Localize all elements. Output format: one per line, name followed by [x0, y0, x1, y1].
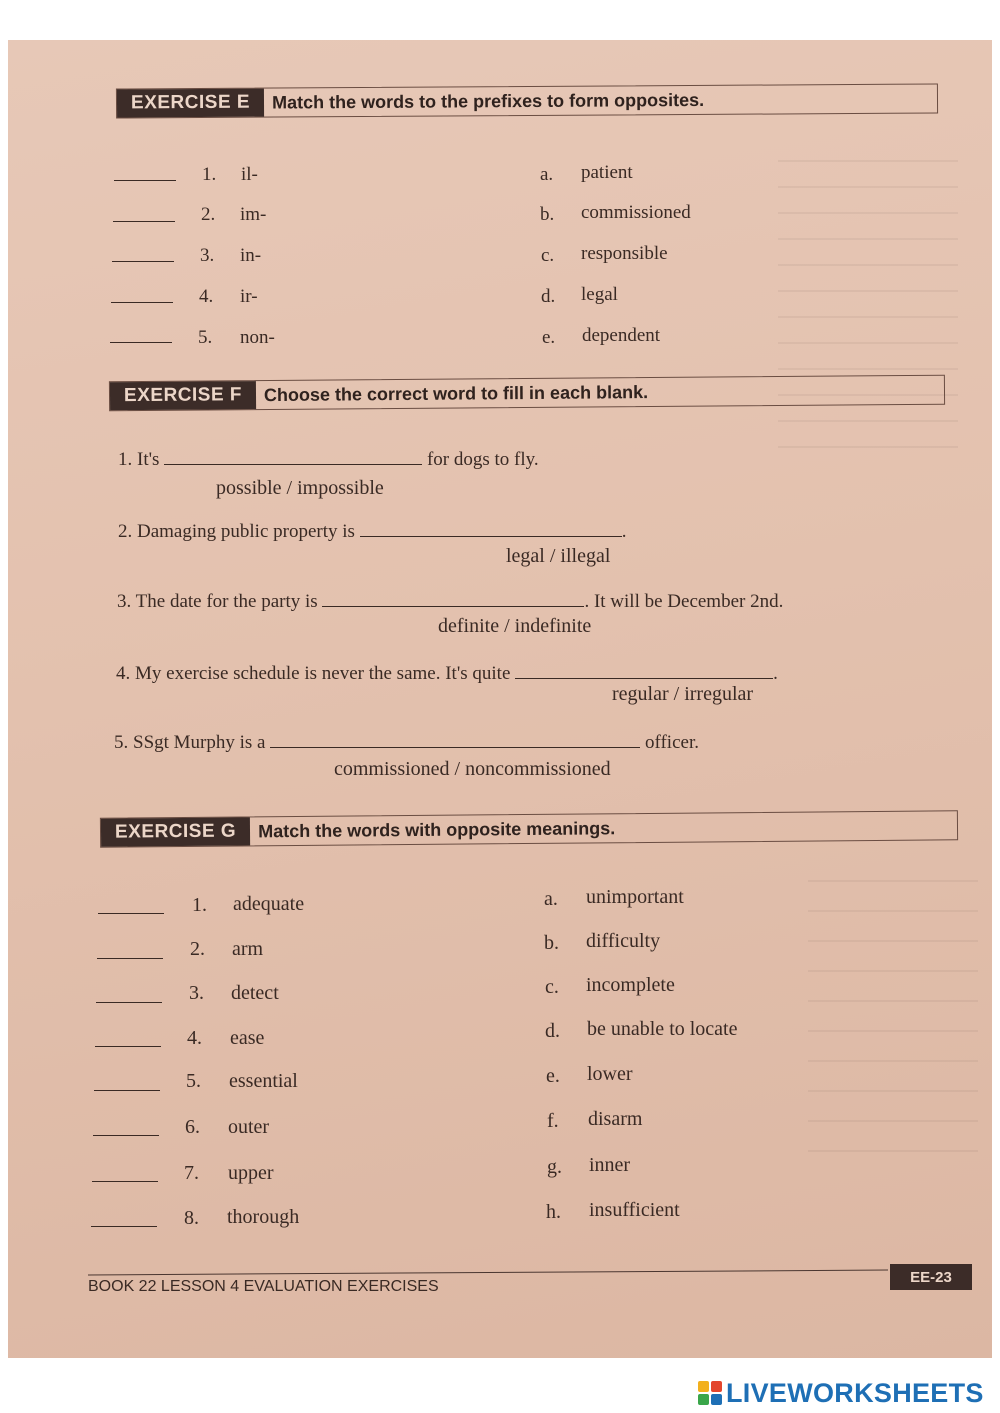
- footer-rule: [88, 1270, 888, 1276]
- item-word: im-: [240, 204, 267, 225]
- sentence-before: SSgt Murphy is a: [133, 732, 266, 753]
- item-number: 3.: [200, 245, 215, 266]
- item-number: 5.: [186, 1070, 201, 1092]
- word-choices: legal / illegal: [506, 545, 611, 567]
- option-word: dependent: [582, 325, 661, 346]
- option-letter: a.: [544, 888, 558, 910]
- option-word: difficulty: [586, 930, 661, 952]
- option-letter: e.: [546, 1065, 560, 1087]
- option-word: be unable to locate: [587, 1018, 738, 1040]
- sentence: [118, 521, 626, 543]
- item-number: 2.: [201, 204, 216, 225]
- item-word: thorough: [227, 1206, 300, 1228]
- page-number-tag: EE-23: [890, 1264, 972, 1290]
- item-number: 1.: [192, 894, 207, 916]
- footer-text: BOOK 22 LESSON 4 EVALUATION EXERCISES: [88, 1278, 439, 1295]
- worksheet-photo: [8, 40, 992, 1358]
- item-word: arm: [232, 938, 264, 960]
- option-letter: c.: [545, 976, 559, 998]
- logo-wordmark: LIVEWORKSHEETS: [726, 1377, 984, 1408]
- sentence-after: . It will be December 2nd.: [584, 591, 784, 612]
- option-word: incomplete: [586, 974, 675, 996]
- sentence-before: Damaging public property is: [137, 521, 355, 542]
- answer-blank[interactable]: [98, 913, 164, 914]
- sentence-after: .: [773, 663, 778, 684]
- option-letter: f.: [547, 1110, 559, 1132]
- option-word: responsible: [581, 243, 668, 264]
- option-letter: b.: [544, 932, 559, 954]
- sentence-after: .: [621, 521, 627, 542]
- fill-blank[interactable]: [515, 678, 773, 679]
- option-word: commissioned: [581, 202, 691, 223]
- option-word: legal: [581, 284, 618, 305]
- item-word: outer: [228, 1116, 270, 1138]
- answer-blank[interactable]: [92, 1181, 158, 1182]
- option-word: unimportant: [586, 886, 684, 908]
- item-word: essential: [229, 1070, 298, 1092]
- item-number: 5.: [114, 732, 129, 753]
- answer-blank[interactable]: [96, 1002, 162, 1003]
- item-word: detect: [231, 982, 279, 1004]
- option-letter: d.: [541, 286, 556, 307]
- item-word: il-: [241, 164, 258, 185]
- option-letter: e.: [542, 327, 556, 348]
- item-number: 4.: [116, 663, 131, 684]
- fill-blank[interactable]: [164, 464, 422, 465]
- sentence-before: The date for the party is: [135, 591, 318, 612]
- option-letter: d.: [545, 1020, 560, 1042]
- exercise-e-instruction: Match the words to the prefixes to form opposites.: [271, 89, 705, 113]
- item-word: adequate: [233, 893, 305, 915]
- item-number: 8.: [184, 1207, 199, 1229]
- answer-blank[interactable]: [110, 342, 172, 343]
- answer-blank[interactable]: [97, 958, 163, 959]
- sentence: [118, 449, 539, 471]
- fill-blank[interactable]: [322, 606, 584, 607]
- option-letter: g.: [547, 1156, 562, 1178]
- exercise-g-tag: EXERCISE G: [101, 817, 250, 846]
- sentence: [117, 591, 783, 613]
- item-number: 3.: [117, 591, 132, 612]
- exercise-f-tag: EXERCISE F: [110, 381, 256, 410]
- exercise-g-header: [100, 810, 958, 847]
- item-word: upper: [228, 1162, 274, 1184]
- exercise-f-instruction: Choose the correct word to fill in each blank.: [263, 381, 649, 405]
- answer-blank[interactable]: [111, 302, 173, 303]
- item-number: 7.: [184, 1162, 199, 1184]
- bleed-through: [808, 880, 978, 1180]
- exercise-g-instruction: Match the words with opposite meanings.: [258, 817, 616, 841]
- word-choices: definite / indefinite: [438, 615, 592, 637]
- logo-mark-icon: [698, 1381, 722, 1405]
- answer-blank[interactable]: [95, 1046, 161, 1047]
- exercise-e-tag: EXERCISE E: [117, 89, 264, 118]
- item-number: 3.: [189, 982, 204, 1004]
- word-choices: regular / irregular: [612, 683, 754, 705]
- option-letter: b.: [540, 204, 555, 225]
- option-word: insufficient: [589, 1199, 680, 1221]
- item-number: 6.: [185, 1116, 200, 1138]
- item-word: non-: [240, 327, 275, 348]
- sentence-after: officer.: [645, 732, 699, 753]
- option-word: patient: [581, 162, 633, 183]
- item-number: 1.: [202, 164, 217, 185]
- bleed-through: [778, 160, 958, 460]
- option-word: inner: [589, 1154, 631, 1176]
- fill-blank[interactable]: [360, 536, 622, 537]
- option-letter: h.: [546, 1201, 561, 1223]
- item-number: 2.: [190, 938, 205, 960]
- fill-blank[interactable]: [270, 747, 640, 748]
- liveworksheets-logo: [698, 1376, 984, 1410]
- sentence-before: My exercise schedule is never the same. It's quite: [135, 663, 511, 684]
- answer-blank[interactable]: [114, 180, 176, 181]
- item-word: in-: [240, 245, 262, 266]
- word-choices: possible / impossible: [216, 477, 384, 499]
- answer-blank[interactable]: [94, 1090, 160, 1091]
- sentence: [116, 663, 778, 685]
- answer-blank[interactable]: [93, 1135, 159, 1136]
- item-number: 4.: [199, 286, 214, 307]
- item-number: 4.: [187, 1027, 202, 1049]
- answer-blank[interactable]: [91, 1226, 157, 1227]
- option-letter: c.: [541, 245, 555, 266]
- answer-blank[interactable]: [112, 261, 174, 262]
- item-word: ease: [230, 1027, 265, 1049]
- exercise-e-header: [116, 83, 938, 118]
- option-word: lower: [587, 1063, 633, 1085]
- answer-blank[interactable]: [113, 221, 175, 222]
- item-number: 5.: [198, 327, 213, 348]
- item-word: ir-: [240, 286, 258, 307]
- item-number: 1.: [118, 449, 133, 470]
- option-letter: a.: [540, 164, 554, 185]
- sentence-before: It's: [137, 449, 160, 470]
- sentence: [114, 732, 699, 754]
- sentence-after: for dogs to fly.: [426, 449, 539, 470]
- item-number: 2.: [118, 521, 133, 542]
- word-choices: commissioned / noncommissioned: [334, 758, 611, 780]
- option-word: disarm: [588, 1108, 643, 1130]
